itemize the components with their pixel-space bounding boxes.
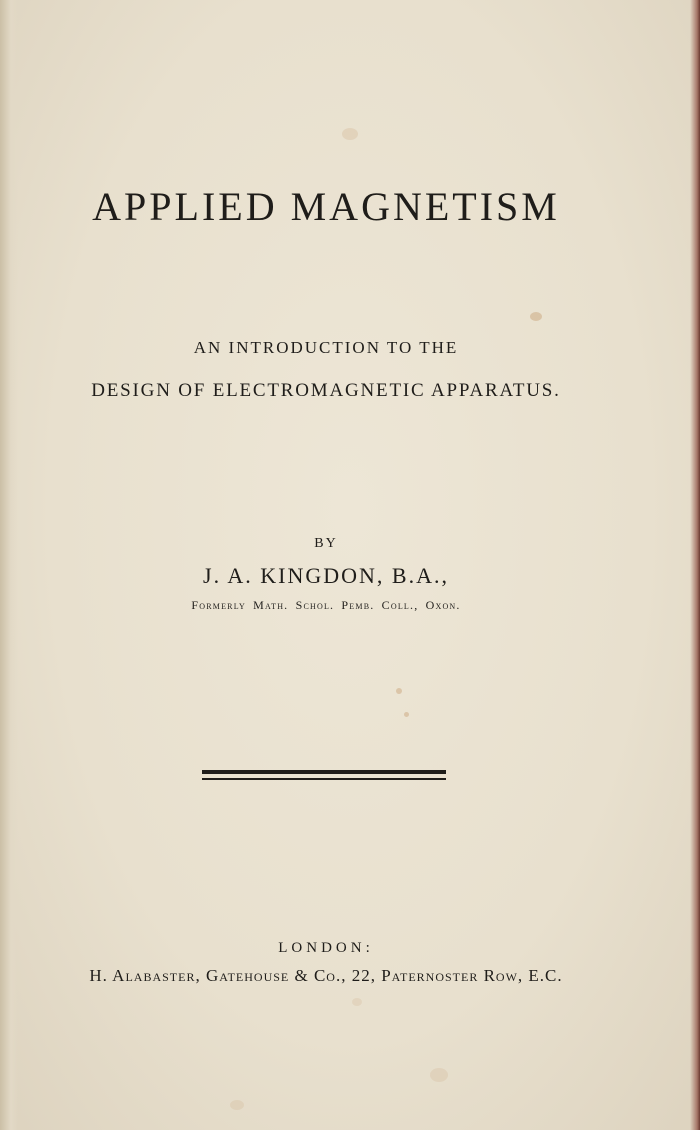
subtitle-line-2: DESIGN OF ELECTROMAGNETIC APPARATUS. — [91, 380, 561, 401]
rule-thick-line — [202, 770, 446, 774]
author-name: J. A. KINGDON, B.A., — [203, 563, 449, 588]
foxing-spot — [404, 712, 409, 717]
subtitle-line-1: AN INTRODUCTION TO THE — [193, 338, 459, 357]
binding-edge-right — [690, 0, 700, 1130]
book-title: APPLIED MAGNETISM — [92, 184, 560, 229]
foxing-spot — [342, 128, 358, 140]
foxing-spot — [352, 998, 362, 1006]
foxing-spot — [230, 1100, 244, 1110]
foxing-spot — [396, 688, 402, 694]
author-credentials: Formerly Math. Schol. Pemb. Coll., Oxon. — [191, 598, 461, 612]
foxing-spot — [530, 312, 542, 321]
by-label: BY — [314, 536, 338, 551]
publication-place: LONDON: — [278, 940, 374, 956]
rule-thin-line — [202, 778, 446, 780]
foxing-spot — [430, 1068, 448, 1082]
double-rule-divider — [202, 770, 446, 782]
publisher-imprint: H. Alabaster, Gatehouse & Co., 22, Paternoster Row, E.C. — [89, 966, 563, 985]
